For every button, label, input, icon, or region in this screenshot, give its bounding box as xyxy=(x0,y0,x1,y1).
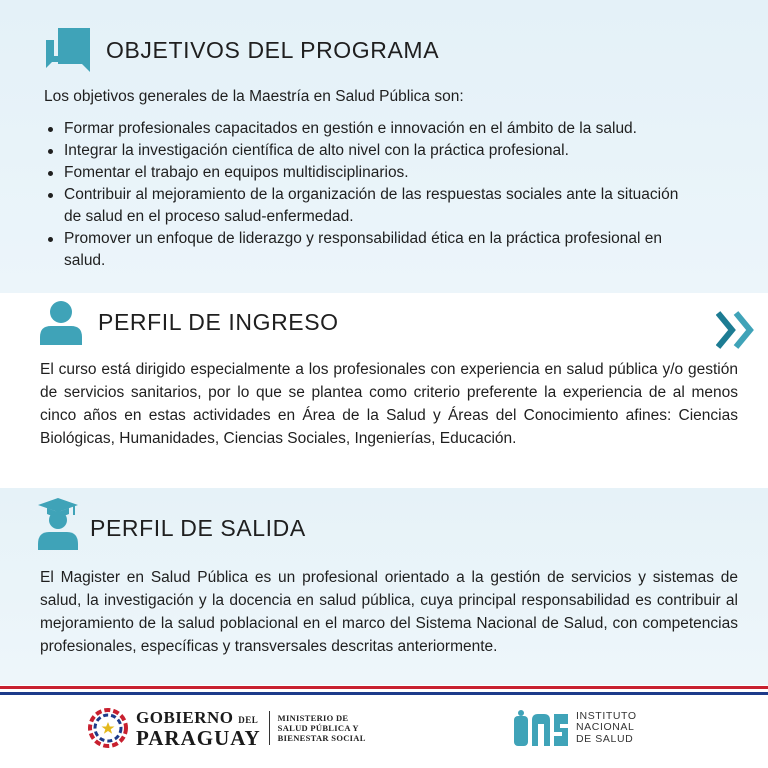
ministry-line: MINISTERIO DE xyxy=(277,713,349,723)
ins-line: NACIONAL xyxy=(576,721,635,734)
graduate-icon xyxy=(38,498,78,550)
divider xyxy=(269,711,270,745)
ministry-line: BIENESTAR SOCIAL xyxy=(277,733,366,743)
paraguay-label: PARAGUAY xyxy=(136,726,261,750)
gobierno-label: GOBIERNO xyxy=(136,708,234,727)
gobierno-wordmark xyxy=(136,708,261,750)
double-chevron-right-icon[interactable] xyxy=(716,311,760,349)
ins-logo[interactable] xyxy=(514,710,637,746)
objetivos-list xyxy=(46,118,746,272)
ingreso-heading xyxy=(38,299,339,345)
page-title: OBJETIVOS DEL PROGRAMA xyxy=(106,36,440,63)
list-item: Integrar la investigación científica de alto nivel con la práctica profesional. xyxy=(46,140,746,162)
salida-section xyxy=(0,488,768,685)
del-label: DEL xyxy=(238,715,259,725)
ins-line: INSTITUTO xyxy=(576,709,637,722)
ins-wordmark xyxy=(576,711,637,746)
objetivos-intro: Los objetivos generales de la Maestría en Salud Pública son: xyxy=(44,88,464,105)
list-item: Formar profesionales capacitados en gestión e innovación en el ámbito de la salud. xyxy=(46,118,746,140)
chat-bubble-icon xyxy=(44,26,92,74)
ins-mark-icon xyxy=(514,710,568,746)
salida-text: El Magister en Salud Pública es un profesional orientado a la gestión de servicios y sistemas de salud, la investigación y la docencia en salud pública, cuya principal responsabilidad es contribuir al mejoramiento de la salud poblacional en el marco del Sistema Nacional de Salud, con competencias profesionales, específicas y transversales descritas anteriormente. xyxy=(40,569,738,655)
list-item: Fomentar el trabajo en equipos multidisciplinarios. xyxy=(46,162,746,184)
list-item: Promover un enfoque de liderazgo y responsabilidad ética en la práctica profesional en salud. xyxy=(46,228,746,272)
ministerio-label xyxy=(278,713,366,743)
ministry-line: SALUD PÚBLICA Y xyxy=(277,723,359,733)
section-title: PERFIL DE SALIDA xyxy=(90,514,306,541)
ins-line: DE SALUD xyxy=(576,732,634,745)
paraguay-seal-icon xyxy=(88,708,128,748)
list-item: Contribuir al mejoramiento de la organización de las respuestas sociales ante la situación de salud en el proceso salud-enfermedad. xyxy=(46,184,746,228)
salida-heading xyxy=(38,498,306,550)
objetivos-heading xyxy=(44,26,439,74)
section-title: PERFIL DE INGRESO xyxy=(98,308,339,335)
ingreso-text: El curso está dirigido especialmente a los profesionales con experiencia en salud pública y/o gestión de servicios sanitarios, por lo que se plantea como criterio preferente la experiencia de al menos cinco años en estas actividades en Área de la Salud y Áreas del Conocimiento afines: Ciencias Biológicas, Humanidades, Ciencias Sociales, Ingenierías, Educación. xyxy=(40,361,738,447)
objetivos-section xyxy=(0,0,768,293)
flag-stripe-blue xyxy=(0,692,768,695)
person-icon xyxy=(38,299,84,345)
ingreso-section xyxy=(0,293,768,488)
gobierno-logo[interactable] xyxy=(88,708,366,748)
